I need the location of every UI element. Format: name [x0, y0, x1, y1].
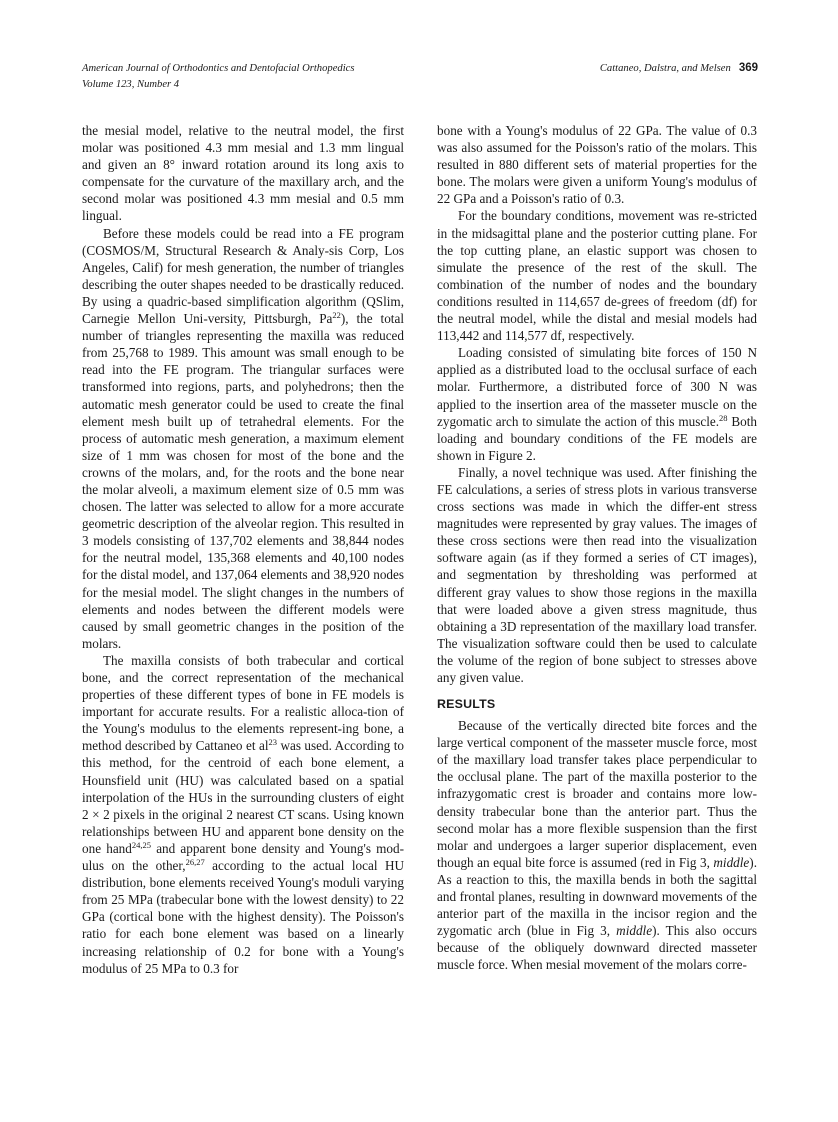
- paragraph: bone with a Young's modulus of 22 GPa. The value of 0.3 was also assumed for the Poisson's ratio of the molars. This resulted in 880 different sets of material properties for the bone. The molars were given a uniform Young's modulus of 22 GPa and a Poisson's ratio of 0.3.: [437, 123, 757, 207]
- paragraph: For the boundary conditions, movement was re-stricted in the midsagittal plane and the posterior cutting plane. For the top cutting plane, an elastic support was chosen to simulate the presence of the rest of the skull. The combination of the number of nodes and the boundary conditions resulted in 114,657 de-grees of freedom (df) for the neutral model, while the distal and mesial models had 113,442 and 114,577 df, respectively.: [437, 208, 757, 344]
- citation: 22: [332, 310, 341, 321]
- paragraph: the mesial model, relative to the neutral model, the first molar was positioned 4.3 mm mesial and 1.3 mm lingual and given an 8° inward rotation around its long axis to compensate for the curvature of the maxillary arch, and the second molar was positioned 4.3 mm mesial and 0.5 mm lingual.: [82, 123, 404, 224]
- paragraph: The maxilla consists of both trabecular and cortical bone, and the correct representation of the mechanical properties of these different types of bone in FE models is important for accurate results. For a realistic alloca-tion of the Young's modulus to the elements represent-ing bone, a method described by Cattaneo et $al^{23}$ was used. According to this method, for the centroid of each bone element, a Hounsfield unit (HU) was calculated based on a spatial interpolation of the HUs in the surrounding clusters of eight 2 × 2 pixels in the original 2 nearest CT scans. Using known relationships between HU and apparent bone density on the one hand$^{24,25}$ and apparent bone density and Young's mod-ulus on the other,$^{26,27}$ according to the actual local HU distribution, bone elements received Young's moduli varying from 25 MPa (trabecular bone with the lowest density) to 22 GPa (cortical bone with the highest density). The Poisson's ratio for each bone element was based on a linearly increasing relationship of 0.2 for bone with a Young's modulus of 25 MPa to 0.3 for: [82, 652, 405, 976]
- section-heading-results: RESULTS: [437, 697, 496, 712]
- citation: 24,25: [131, 839, 151, 850]
- journal-info: [82, 61, 354, 92]
- citation: 23: [268, 737, 277, 748]
- paragraph: Because of the vertically directed bite forces and the large vertical component of the masseter muscle force, most of the maxillary load transfer takes place perpendicular to the occlusal plane. The part of the maxilla posterior to the infrazygomatic crest is broader and contains more low-density trabecular bone than the anterior part. Thus the second molar has a more flexible suspension than the first molar and undergoes a larger superior displacement, even though an equal bite force is assumed (red in Fig 3, middle). As a reaction to this, the maxilla bends in both the sagittal and frontal planes, resulting in downward movements of the anterior part of the maxilla in the incisor region and the zygomatic arch (blue in Fig 3, middle). This also occurs because of the obliquely downward directed masseter muscle force. When mesial movement of the molars corre-: [437, 718, 757, 973]
- page-number: 369: [738, 62, 758, 74]
- right-column: [437, 122, 757, 974]
- citation: 28: [719, 412, 728, 423]
- left-column: [82, 122, 404, 977]
- paragraph: Loading consisted of simulating bite forces of 150 N applied as a distributed load to the occlusal surface of each molar. Furthermore, a distributed force of 300 N was applied to the insertion area of the masseter muscle on the zygomatic arch to simulate the action of this muscle.$^{28}$ Both loading and boundary conditions of the FE models are shown in Figure 2.: [437, 345, 757, 463]
- journal-title: American Journal of Orthodontics and Dentofacial Orthopedics: [82, 63, 355, 74]
- paragraph: Before these models could be read into a FE program (COSMOS/M, Structural Research & Analy-sis Corp, Los Angeles, Calif) for mesh generation, the number of triangles describing the outer shapes needed to be drastically reduced. By using a quadric-based simplification algorithm (QSlim, Carnegie Mellon Uni-versity, Pittsburgh, Pa$^{22}$), the total number of triangles representing the maxilla was reduced from 25,768 to 1989. This amount was small enough to be read into the FE program. The triangular surfaces were transformed into regions, parts, and polyhedrons; then the automatic mesh generator could be used to create the final element mesh built up of tetrahedral elements. For the process of automatic mesh generation, a maximum element size of 1 mm was chosen for most of the bone and the crowns of the molars, and, for the roots and the bone near the molar alveoli, a maximum element size of 0.5 mm was chosen. The latter was selected to allow for a more accurate geometric description of the alveolar region. This resulted in 3 models consisting of 137,702 elements and 38,844 nodes for the neutral model, 135,368 elements and 40,100 nodes for the distal model, and 137,064 elements and 38,920 nodes for the mesial model. The slight changes in the numbers of elements and nodes between the different models were caused by small geometric changes in the position of the molars.: [82, 225, 404, 651]
- citation: 26,27: [185, 857, 205, 868]
- author-page: [600, 61, 758, 77]
- journal-volume: Volume 123, Number 4: [82, 78, 180, 90]
- running-authors: Cattaneo, Dalstra, and Melsen: [599, 63, 731, 74]
- paragraph: Finally, a novel technique was used. After finishing the FE calculations, a series of stress plots in various transverse cross sections was made in which the differ-ent stress magnitudes were represented by gray values. The images of these cross sections were then read into the visualization software again (as if they formed a series of CT images), and segmentation by thresholding was performed at different gray values to show those regions in the maxilla that were loaded above a given stress magnitude, thus obtaining a 3D representation of the maxillary load transfer. The visualization software could then be used to calculate the volume of the region of bone subject to stresses above any given value.: [437, 464, 757, 685]
